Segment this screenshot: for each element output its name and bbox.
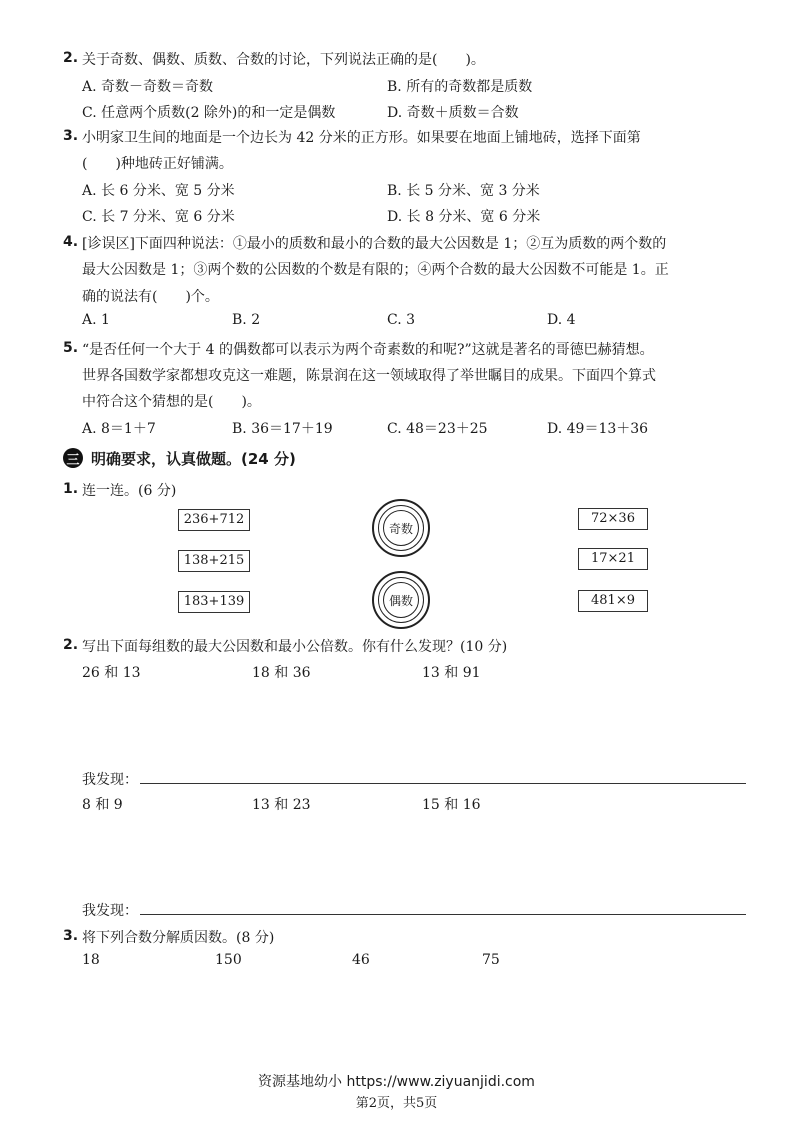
q2-option-b: B. 所有的奇数都是质数	[387, 79, 533, 95]
q2-option-a: A. 奇数－奇数＝奇数	[82, 79, 214, 95]
section-header	[63, 447, 296, 469]
q4-stem-line3: 确的说法有( )个。	[82, 289, 219, 305]
section-badge: 三	[63, 448, 83, 468]
q4-option-a: A. 1	[82, 312, 110, 328]
number-pair: 8 和 9	[82, 797, 123, 813]
right-expression-box[interactable]: 17×21	[578, 548, 648, 570]
finding-answer-line[interactable]	[140, 783, 746, 784]
section-title: 明确要求，认真做题。(24 分)	[91, 449, 296, 468]
composite-number: 75	[482, 952, 500, 968]
q4-option-b: B. 2	[232, 312, 261, 328]
q2-number: 2.	[63, 50, 79, 66]
q4-stem-line1: [诊误区]下面四种说法：①最小的质数和最小的合数的最大公因数是 1；②互为质数的两个数的	[82, 236, 667, 252]
number-pair: 13 和 91	[422, 665, 481, 681]
q3-option-c: C. 长 7 分米、宽 6 分米	[82, 209, 235, 225]
q5-stem-line1: “是否任何一个大于 4 的偶数都可以表示为两个奇素数的和呢?”这就是著名的哥德巴赫猜想。	[82, 342, 654, 358]
q5-option-c: C. 48＝23＋25	[387, 421, 488, 437]
q3-option-d: D. 长 8 分米、宽 6 分米	[387, 209, 541, 225]
q3-number: 3.	[63, 128, 79, 144]
finding-label: 我发现：	[82, 772, 138, 788]
q3-option-a: A. 长 6 分米、宽 5 分米	[82, 183, 235, 199]
q4-option-c: C. 3	[387, 312, 416, 328]
finding-answer-line[interactable]	[140, 914, 746, 915]
odd-number-label: 奇数	[388, 521, 413, 536]
right-expression-box[interactable]: 481×9	[578, 590, 648, 612]
number-pair: 18 和 36	[252, 665, 311, 681]
q5-stem-line2: 世界各国数学家都想攻克这一难题，陈景润在这一领域取得了举世瞩目的成果。下面四个算式	[82, 368, 656, 384]
q5-stem-line3: 中符合这个猜想的是( )。	[82, 394, 261, 410]
composite-number: 150	[215, 952, 242, 968]
odd-number-circle[interactable]	[372, 499, 430, 557]
s3q2-stem: 写出下面每组数的最大公因数和最小公倍数。你有什么发现？(10 分)	[82, 639, 508, 655]
q5-option-b: B. 36＝17＋19	[232, 421, 333, 437]
q4-option-d: D. 4	[547, 312, 576, 328]
composite-number: 18	[82, 952, 100, 968]
s3q1-number: 1.	[63, 481, 79, 497]
number-pair: 13 和 23	[252, 797, 311, 813]
q3-stem-line2: ( )种地砖正好铺满。	[82, 156, 233, 172]
q5-option-d: D. 49＝13＋36	[547, 421, 649, 437]
s3q3-number: 3.	[63, 928, 79, 944]
q5-number: 5.	[63, 340, 79, 356]
footer-watermark: 资源基地幼小 https://www.ziyuanjidi.com	[258, 1074, 535, 1090]
page-number: 第2页，共5页	[355, 1096, 438, 1111]
q4-number: 4.	[63, 234, 79, 250]
q2-option-d: D. 奇数＋质数＝合数	[387, 105, 519, 121]
finding-label: 我发现：	[82, 903, 138, 919]
q5-option-a: A. 8＝1＋7	[82, 421, 156, 437]
even-number-label: 偶数	[388, 593, 413, 608]
even-number-circle[interactable]	[372, 571, 430, 629]
s3q3-stem: 将下列合数分解质因数。(8 分)	[82, 930, 275, 946]
s3q2-number: 2.	[63, 637, 79, 653]
q4-stem-line2: 最大公因数是 1；③两个数的公因数的个数是有限的；④两个合数的最大公因数不可能是 1。正	[82, 262, 669, 278]
s3q1-stem: 连一连。(6 分)	[82, 483, 177, 499]
composite-number: 46	[352, 952, 370, 968]
number-pair: 15 和 16	[422, 797, 481, 813]
q2-option-c: C. 任意两个质数(2 除外)的和一定是偶数	[82, 105, 336, 121]
left-expression-box[interactable]: 236+712	[178, 509, 250, 531]
left-expression-box[interactable]: 138+215	[178, 550, 250, 572]
q3-option-b: B. 长 5 分米、宽 3 分米	[387, 183, 540, 199]
number-pair: 26 和 13	[82, 665, 141, 681]
right-expression-box[interactable]: 72×36	[578, 508, 648, 530]
q3-stem-line1: 小明家卫生间的地面是一个边长为 42 分米的正方形。如果要在地面上铺地砖，选择下面第	[82, 130, 641, 146]
left-expression-box[interactable]: 183+139	[178, 591, 250, 613]
q2-stem: 关于奇数、偶数、质数、合数的讨论，下列说法正确的是( )。	[82, 52, 485, 68]
